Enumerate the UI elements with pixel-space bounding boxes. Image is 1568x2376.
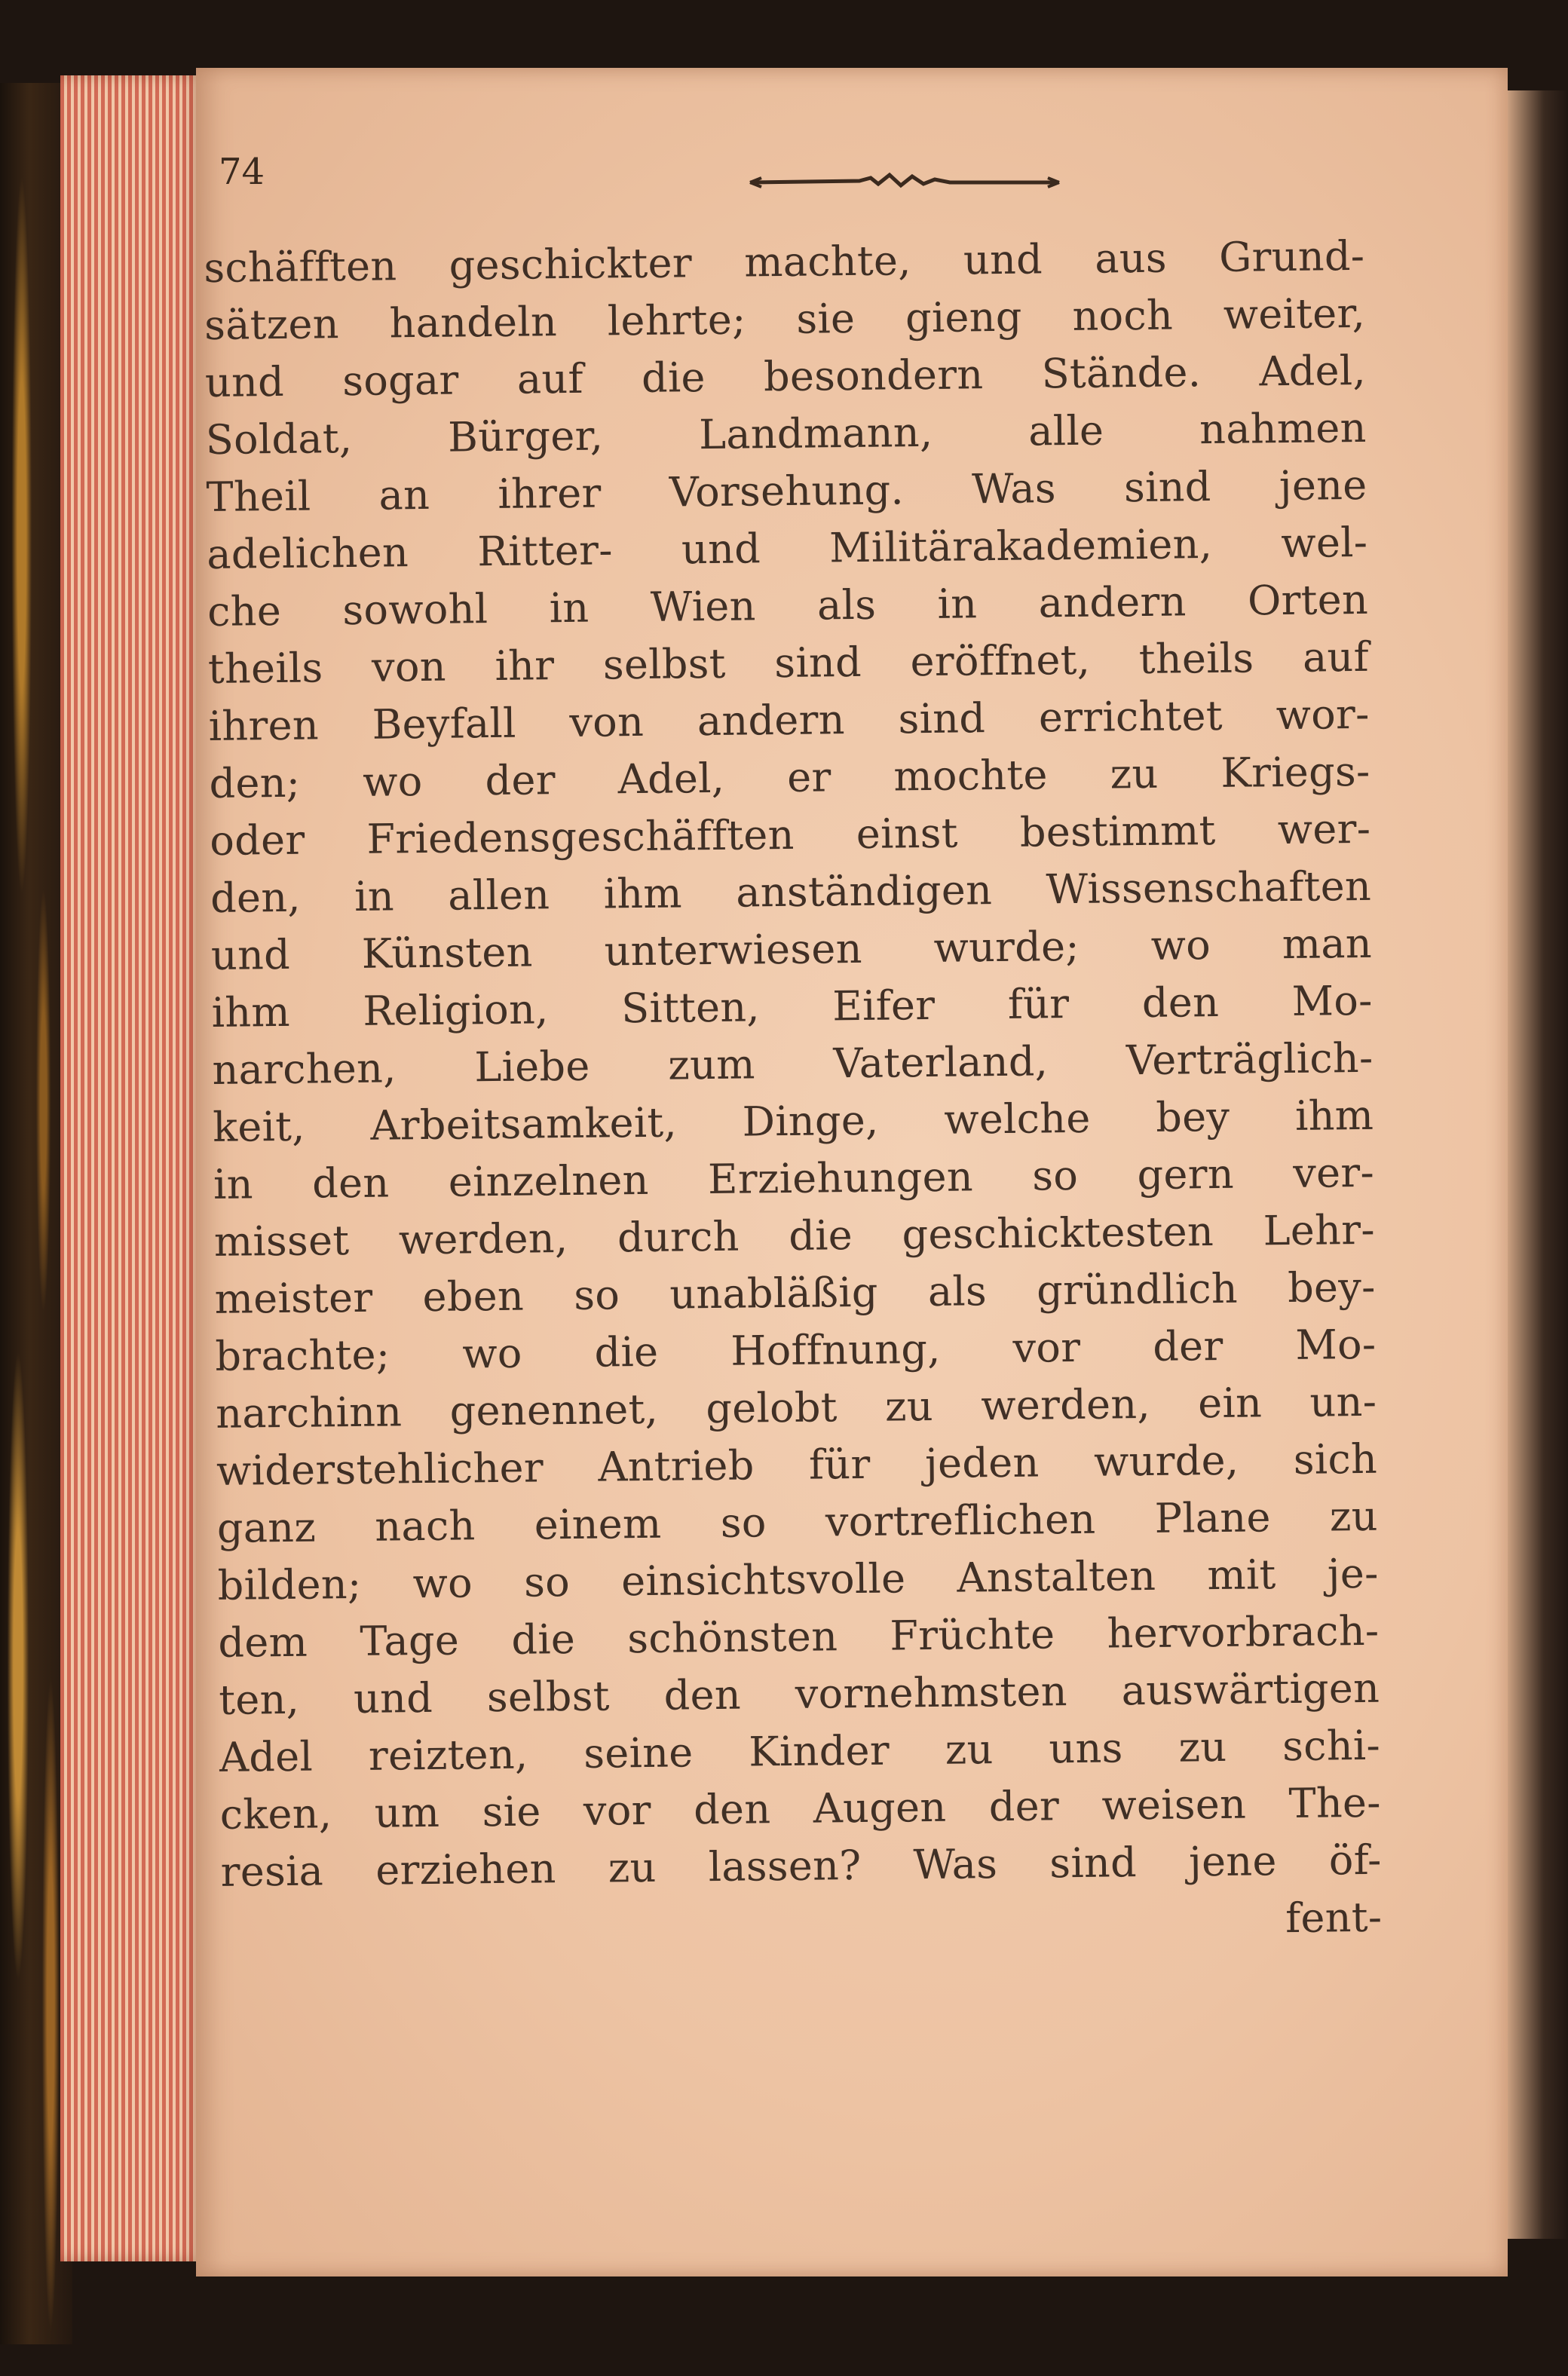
text-line: oder Friedensgeschäfften einst bestimmt wer-: [210, 804, 1371, 865]
text-line: und sogar auf die besondern Stände. Adel,: [204, 346, 1367, 406]
text-line: keit, Arbeitsamkeit, Dinge, welche bey ihm: [212, 1091, 1374, 1151]
text-line: dem Tage die schönsten Früchte hervorbrach-: [218, 1606, 1380, 1667]
facing-page-edge: [1508, 90, 1568, 2239]
text-line: ganz nach einem so vortreflichen Plane zu: [216, 1492, 1379, 1552]
text-line: den; wo der Adel, er mochte zu Kriegs-: [209, 747, 1370, 807]
page-stack-edges: [60, 75, 204, 2261]
text-line: narchen, Liebe zum Vaterland, Verträglich-: [212, 1033, 1374, 1094]
text-line: sätzen handeln lehrte; sie gieng noch weiter,: [204, 289, 1366, 349]
text-line: ihren Beyfall von andern sind errichtet wor-: [208, 690, 1370, 750]
page-number: 74: [219, 151, 265, 193]
text-line: widerstehlicher Antrieb für jeden wurde, sich: [216, 1434, 1378, 1495]
text-line: narchinn genennet, gelobt zu werden, ein un-: [215, 1377, 1377, 1438]
text-line: cken, um sie vor den Augen der weisen The-: [219, 1778, 1382, 1839]
text-line: misset werden, durch die geschicktesten Lehr-: [213, 1205, 1376, 1266]
text-line: ten, und selbst den vornehmsten auswärtigen: [218, 1664, 1380, 1724]
text-line: in den einzelnen Erziehungen so gern ver-: [213, 1148, 1375, 1208]
text-line: ihm Religion, Sitten, Eifer für den Mo-: [211, 976, 1373, 1036]
catchword: fent-: [1285, 1893, 1383, 1943]
text-line: meister eben so unabläßig als gründlich bey-: [214, 1263, 1376, 1323]
body-text: [204, 229, 1383, 1960]
text-line: bilden; wo so einsichtsvolle Anstalten mit je-: [217, 1549, 1379, 1609]
text-line: Theil an ihrer Vorsehung. Was sind jene: [206, 461, 1367, 521]
text-line: Adel reizten, seine Kinder zu uns zu schi-: [219, 1721, 1381, 1781]
ornament-rule-icon: [746, 169, 1063, 196]
text-line: resia erziehen zu lassen? Was sind jene öf-: [220, 1836, 1382, 1896]
page-header: [219, 151, 1349, 211]
text-line: schäfften geschickter machte, und aus Grund-: [204, 231, 1365, 292]
text-line: und Künsten unterwiesen wurde; wo man: [210, 919, 1373, 979]
text-line: che sowohl in Wien als in andern Orten: [207, 575, 1369, 635]
text-line: Soldat, Bürger, Landmann, alle nahmen: [205, 403, 1367, 464]
text-line: adelichen Ritter- und Militärakademien, wel-: [207, 518, 1368, 578]
text-line: theils von ihr selbst sind eröffnet, theils auf: [207, 632, 1370, 693]
text-line: brachte; wo die Hoffnung, vor der Mo-: [215, 1320, 1377, 1380]
text-line: den, in allen ihm anständigen Wissenschaften: [210, 862, 1372, 922]
